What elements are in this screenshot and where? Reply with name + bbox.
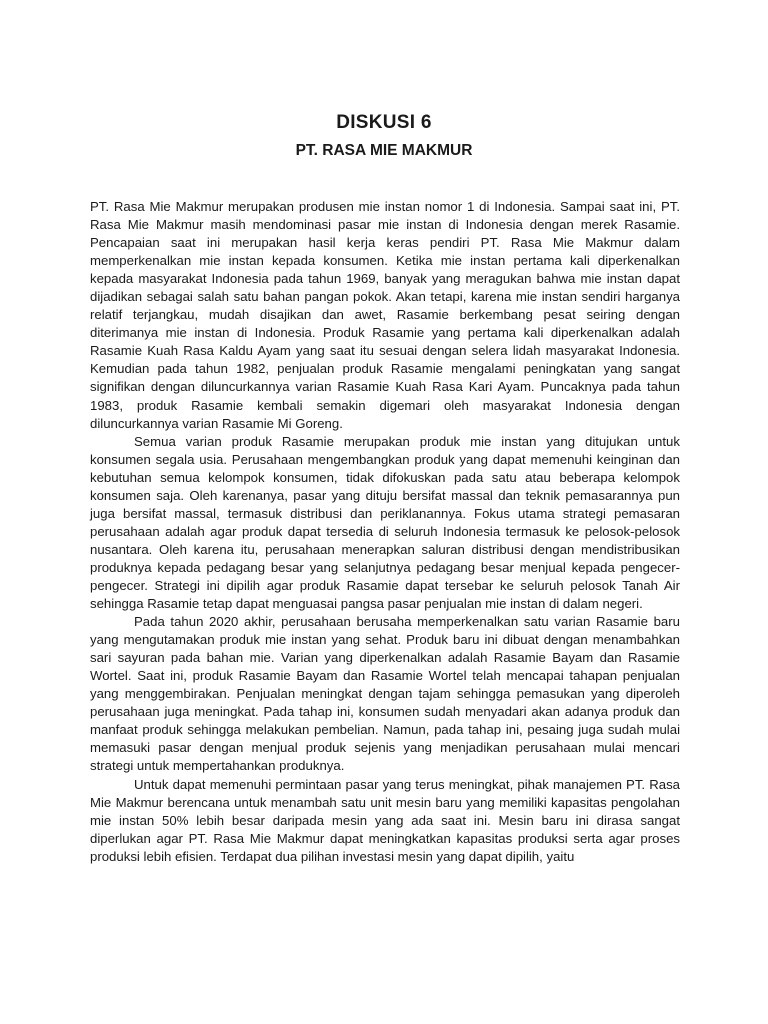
document-body bbox=[90, 198, 680, 866]
paragraph-2: Semua varian produk Rasamie merupakan produk mie instan yang ditujukan untuk konsumen segala usia. Perusahaan mengembangkan produk yang dapat memenuhi keinginan dan kebutuhan semua kelompok konsumen, tidak difokuskan pada satu atau beberapa kelompok konsumen saja. Oleh karenanya, pasar yang dituju bersifat massal dan teknik pemasarannya pun juga bersifat massal, termasuk distribusi dan periklanannya. Fokus utama strategi pemasaran perusahaan adalah agar produk dapat tersedia di seluruh Indonesia termasuk ke pelosok-pelosok nusantara. Oleh karena itu, perusahaan menerapkan saluran distribusi dengan mendistribusikan produknya kepada pedagang besar yang selanjutnya pedagang besar menjual kepada pengecer-pengecer. Strategi ini dipilih agar produk Rasamie dapat tersebar ke seluruh pelosok Tanah Air sehingga Rasamie tetap dapat menguasai pangsa pasar penjualan mie instan di dalam negeri. bbox=[90, 433, 680, 612]
paragraph-1: PT. Rasa Mie Makmur merupakan produsen mie instan nomor 1 di Indonesia. Sampai saat ini, PT. Rasa Mie Makmur masih mendominasi pasar mie instan di Indonesia dengan merek Rasamie. Pencapaian saat ini merupakan hasil kerja keras pendiri PT. Rasa Mie Makmur dalam memperkenalkan mie instan kepada konsumen. Ketika mie instan pertama kali diperkenalkan kepada masyarakat Indonesia pada tahun 1969, banyak yang meragukan bahwa mie instan dapat dijadikan sebagai salah satu bahan pangan pokok. Akan tetapi, karena mie instan sendiri harganya relatif terjangkau, mudah disajikan dan awet, Rasamie berkembang pesat seiring dengan diterimanya mie instan di Indonesia. Produk Rasamie yang pertama kali diperkenalkan adalah Rasamie Kuah Rasa Kaldu Ayam yang saat itu sesuai dengan selera lidah masyarakat Indonesia. Kemudian pada tahun 1982, penjualan produk Rasamie mengalami peningkatan yang sangat signifikan dengan diluncurkannya varian Rasamie Kuah Rasa Kari Ayam. Puncaknya pada tahun 1983, produk Rasamie kembali semakin digemari oleh masyarakat Indonesia dengan diluncurkannya varian Rasamie Mi Goreng. bbox=[90, 199, 680, 431]
document-subtitle: PT. RASA MIE MAKMUR bbox=[295, 142, 473, 159]
paragraph-3: Pada tahun 2020 akhir, perusahaan berusaha memperkenalkan satu varian Rasamie baru yang mengutamakan produk mie instan yang sehat. Produk baru ini dibuat dengan menambahkan sari sayuran pada bahan mie. Varian yang diperkenalkan adalah Rasamie Bayam dan Rasamie Wortel. Saat ini, produk Rasamie Bayam dan Rasamie Wortel telah mencapai tahapan penjualan yang menggembirakan. Penjualan meningkat dengan tajam sehingga pemasukan yang diperoleh perusahaan juga meningkat. Pada tahap ini, konsumen sudah menyadari akan adanya produk dan manfaat produk sehingga melakukan pembelian. Namun, pada tahap ini, pesaing juga sudah mulai memasuki pasar dengan menjual produk sejenis yang menjadikan perusahaan mulai mencari strategi untuk mempertahankan produknya. bbox=[90, 614, 680, 774]
document-title: DISKUSI 6 bbox=[336, 112, 432, 133]
paragraph-4: Untuk dapat memenuhi permintaan pasar yang terus meningkat, pihak manajemen PT. Rasa Mie Makmur berencana untuk menambah satu unit mesin baru yang memiliki kapasitas pengolahan mie instan 50% lebih besar daripada mesin yang ada saat ini. Mesin baru ini dirasa sangat diperlukan agar PT. Rasa Mie Makmur dapat meningkatkan kapasitas produksi serta agar proses produksi lebih efisien. Terdapat dua pilihan investasi mesin yang dapat dipilih, yaitu bbox=[90, 776, 680, 864]
